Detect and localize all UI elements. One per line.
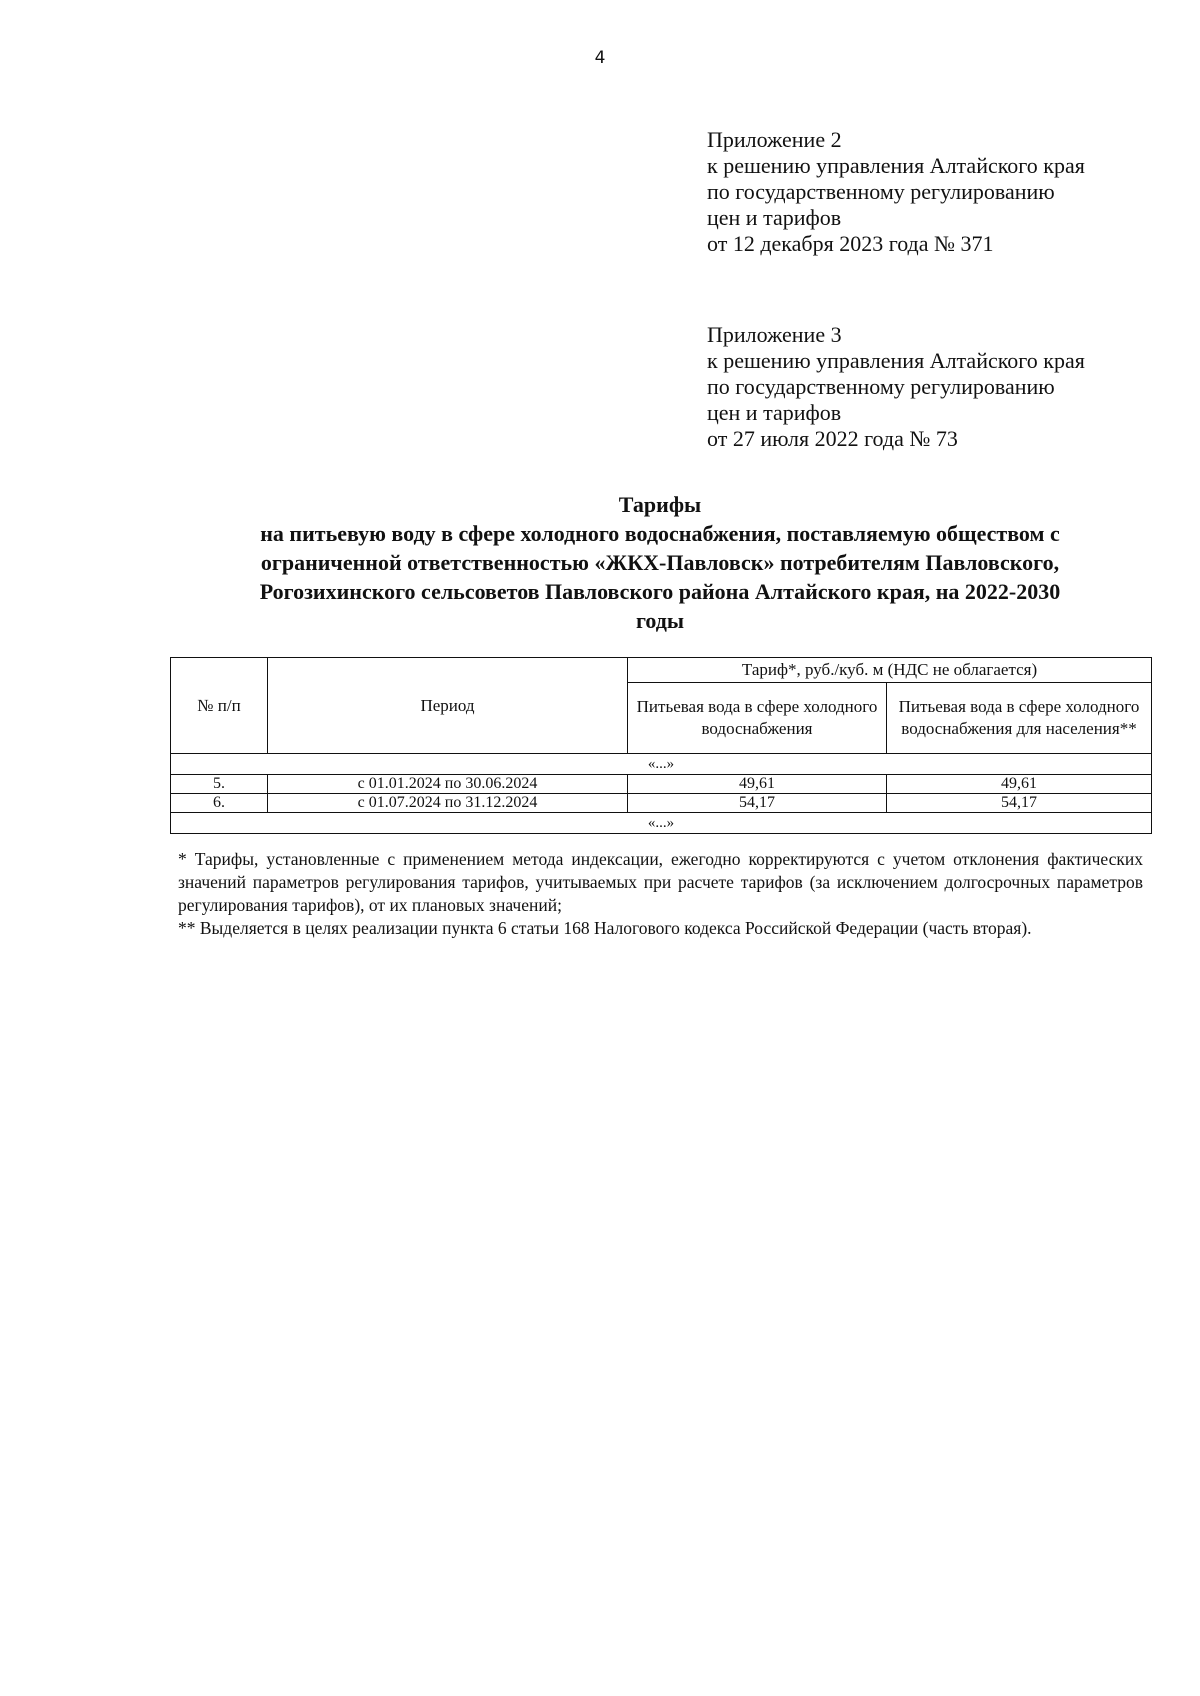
cell-population: 54,17 bbox=[887, 794, 1152, 813]
ellipsis-cell: «...» bbox=[171, 754, 1152, 775]
appendix-line: Приложение 2 bbox=[707, 127, 842, 152]
appendix-3-block bbox=[707, 322, 1167, 452]
cell-period: с 01.01.2024 по 30.06.2024 bbox=[268, 775, 628, 794]
title-line: ограниченной ответственностью «ЖКХ-Павловск» потребителям Павловского, bbox=[260, 550, 1060, 575]
cell-period: с 01.07.2024 по 31.12.2024 bbox=[268, 794, 628, 813]
appendix-line: от 27 июля 2022 года № 73 bbox=[707, 426, 958, 451]
ellipsis-cell: «...» bbox=[171, 813, 1152, 834]
title-line: на питьевую воду в сфере холодного водоснабжения, поставляемую обществом с bbox=[260, 521, 1060, 546]
cell-water: 49,61 bbox=[628, 775, 887, 794]
ellipsis-row bbox=[171, 754, 1152, 775]
appendix-2-block bbox=[707, 127, 1167, 257]
appendix-line: к решению управления Алтайского края bbox=[707, 153, 1085, 178]
cell-water: 54,17 bbox=[628, 794, 887, 813]
appendix-line: от 12 декабря 2023 года № 371 bbox=[707, 231, 994, 256]
header-period: Период bbox=[268, 658, 628, 754]
footnotes bbox=[178, 848, 1143, 940]
title-line: Рогозихинского сельсоветов Павловского района Алтайского края, на 2022-2030 bbox=[259, 579, 1061, 604]
title-line: годы bbox=[635, 608, 685, 633]
tariff-table bbox=[170, 657, 1152, 834]
header-water: Питьевая вода в сфере холодного водоснабжения bbox=[628, 683, 887, 754]
footnote: * Тарифы, установленные с применением метода индексации, ежегодно корректируются с учетом отклонения фактических значений параметров регулирования тарифов, учитываемых при расчете тарифов (за исключением долгосрочных параметров регулирования тарифов), от их плановых значений; bbox=[178, 849, 1143, 915]
footnote: ** Выделяется в целях реализации пункта 6 статьи 168 Налогового кодекса Российской Федерации (часть вторая). bbox=[178, 918, 1032, 938]
header-population: Питьевая вода в сфере холодного водоснабжения для населения** bbox=[887, 683, 1152, 754]
ellipsis-row bbox=[171, 813, 1152, 834]
header-tariff-group: Тариф*, руб./куб. м (НДС не облагается) bbox=[628, 658, 1152, 683]
cell-number: 6. bbox=[171, 794, 268, 813]
title-heading: Тарифы bbox=[618, 492, 702, 517]
page-number: 4 bbox=[594, 48, 606, 68]
table-row bbox=[171, 794, 1152, 813]
appendix-line: Приложение 3 bbox=[707, 322, 842, 347]
appendix-line: цен и тарифов bbox=[707, 205, 842, 230]
cell-number: 5. bbox=[171, 775, 268, 794]
table-row bbox=[171, 775, 1152, 794]
appendix-line: по государственному регулированию bbox=[707, 374, 1055, 399]
appendix-line: к решению управления Алтайского края bbox=[707, 348, 1085, 373]
header-number: № п/п bbox=[171, 658, 268, 754]
appendix-line: цен и тарифов bbox=[707, 400, 842, 425]
document-title bbox=[170, 490, 1150, 635]
cell-population: 49,61 bbox=[887, 775, 1152, 794]
appendix-line: по государственному регулированию bbox=[707, 179, 1055, 204]
